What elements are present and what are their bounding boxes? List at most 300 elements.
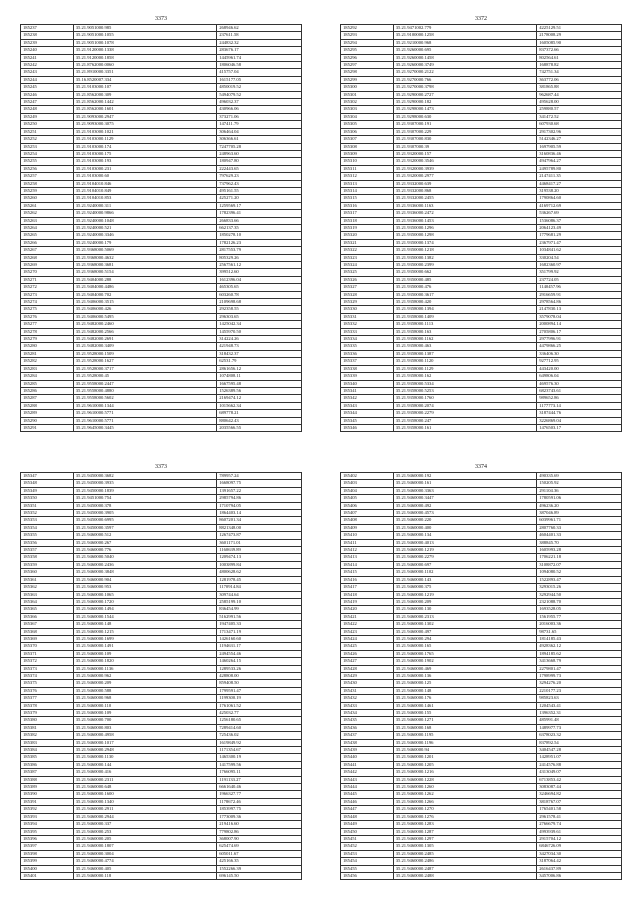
table-row xyxy=(21,232,302,239)
amount-cell: 1780591.06 xyxy=(537,495,622,502)
table-row xyxy=(341,791,622,798)
amount-cell: 3246694.82 xyxy=(537,791,622,798)
table-panel-top-right xyxy=(340,14,622,432)
amount-cell: 1693528.05 xyxy=(537,606,622,613)
table-row xyxy=(341,202,622,209)
code-cell: 35.21.9104010.853 xyxy=(73,195,216,202)
amount-cell: 1667595.48 xyxy=(217,380,302,387)
code-cell: 35.21.9610000.5771 xyxy=(73,410,216,417)
row-id-cell: 185319 xyxy=(341,224,394,231)
row-id-cell: 185243 xyxy=(21,69,74,76)
table-row xyxy=(21,806,302,813)
code-cell: 35.21.9358000.5253 xyxy=(393,387,536,394)
row-id-cell: 185364 xyxy=(21,598,74,605)
amount-cell: 3413668.79 xyxy=(537,658,622,665)
table-row xyxy=(21,113,302,120)
amount-cell: 2035566.55 xyxy=(217,424,302,431)
code-cell: 35.21.9460000.144 xyxy=(73,761,216,768)
code-cell: 35.21.9460000.492 xyxy=(393,502,536,509)
data-table xyxy=(340,472,622,880)
amount-cell: 266833.66 xyxy=(217,217,302,224)
amount-cell: 1177773.14 xyxy=(537,402,622,409)
table-row xyxy=(21,561,302,568)
row-id-cell: 185444 xyxy=(341,784,394,791)
amount-cell: 2109698.68 xyxy=(217,299,302,306)
amount-cell: 2016003.36 xyxy=(537,621,622,628)
row-id-cell: 185326 xyxy=(341,276,394,283)
table-row xyxy=(21,754,302,761)
amount-cell: 2917302.96 xyxy=(537,128,622,135)
row-id-cell: 185347 xyxy=(21,473,74,480)
table-row xyxy=(21,202,302,209)
table-row xyxy=(21,328,302,335)
code-cell: 35.21.9358000.1394 xyxy=(393,306,536,313)
code-cell: 35.21.9460000.2313 xyxy=(393,613,536,620)
table-row xyxy=(21,724,302,731)
amount-cell: 737962.43 xyxy=(217,180,302,187)
amount-cell: 607930.68 xyxy=(537,121,622,128)
amount-cell: 292358.55 xyxy=(217,306,302,313)
amount-cell: 696145.50 xyxy=(217,872,302,879)
row-id-cell: 185238 xyxy=(21,32,74,39)
table-row xyxy=(341,232,622,239)
table-row xyxy=(341,128,622,135)
row-id-cell: 185321 xyxy=(341,239,394,246)
row-id-cell: 185382 xyxy=(21,732,74,739)
code-cell: 35.21.9460000.803 xyxy=(73,724,216,731)
row-id-cell: 185378 xyxy=(21,702,74,709)
row-id-cell: 185433 xyxy=(341,702,394,709)
amount-cell: 1476503.17 xyxy=(537,424,622,431)
amount-cell: 399512.60 xyxy=(217,269,302,276)
code-cell: 35.21.9103000.174 xyxy=(73,143,216,150)
code-cell: 35.21.9460000.1205 xyxy=(393,761,536,768)
amount-cell: 2705806.17 xyxy=(537,328,622,335)
amount-cell: 495628.00 xyxy=(537,99,622,106)
table-row xyxy=(341,561,622,568)
code-cell: 35.21.9358000.161 xyxy=(393,424,536,431)
amount-cell: 283676.17 xyxy=(217,47,302,54)
amount-cell: 1465300.19 xyxy=(217,754,302,761)
amount-cell: 1426160.60 xyxy=(217,635,302,642)
row-id-cell: 185266 xyxy=(21,239,74,246)
row-id-cell: 185371 xyxy=(21,650,74,657)
code-cell: 35.21.9460000.2944 xyxy=(73,813,216,820)
code-cell: 35.21.9460000.1902 xyxy=(393,658,536,665)
row-id-cell: 185332 xyxy=(341,321,394,328)
row-id-cell: 185390 xyxy=(21,791,74,798)
code-cell: 35.21.9460000.118 xyxy=(73,872,216,879)
row-id-cell: 185307 xyxy=(341,136,394,143)
code-cell: 35.21.9406000.3515 xyxy=(73,299,216,306)
row-id-cell: 185324 xyxy=(341,262,394,269)
table-row xyxy=(341,158,622,165)
row-id-cell: 185257 xyxy=(21,173,74,180)
table-row xyxy=(341,424,622,431)
code-cell: 35.21.9350000.476 xyxy=(393,284,536,291)
table-row xyxy=(21,650,302,657)
table-row xyxy=(341,187,622,194)
row-id-cell: 185354 xyxy=(21,524,74,531)
row-id-cell: 185295 xyxy=(341,47,394,54)
row-id-cell: 185252 xyxy=(21,136,74,143)
code-cell: 35.21.9460000.1201 xyxy=(393,754,536,761)
table-row xyxy=(21,39,302,46)
code-cell: 35.21.9558000.4880 xyxy=(73,387,216,394)
amount-cell: 837892.54 xyxy=(537,739,622,746)
table-row xyxy=(21,791,302,798)
table-row xyxy=(341,365,622,372)
code-cell: 35.21.9368000.4632 xyxy=(73,254,216,261)
amount-cell: 465305.65 xyxy=(217,284,302,291)
amount-cell: 2985794.86 xyxy=(217,495,302,502)
code-cell: 35.21.9358000.163 xyxy=(393,328,536,335)
amount-cell: 336406.30 xyxy=(537,350,622,357)
code-cell: 35.21.9406000.5495 xyxy=(73,313,216,320)
table-row xyxy=(341,524,622,531)
table-row xyxy=(341,732,622,739)
row-id-cell: 185298 xyxy=(341,69,394,76)
table-row xyxy=(21,247,302,254)
row-id-cell: 185240 xyxy=(21,47,74,54)
amount-cell: 314224.26 xyxy=(217,336,302,343)
amount-cell: 2169474.12 xyxy=(217,395,302,402)
table-row xyxy=(341,165,622,172)
table-row xyxy=(21,25,302,32)
amount-cell: 373271.06 xyxy=(217,113,302,120)
amount-cell: 2178008.29 xyxy=(537,32,622,39)
amount-cell: 4604401.33 xyxy=(537,532,622,539)
code-cell: 35.21.9460000.94 xyxy=(393,747,536,754)
table-row xyxy=(21,291,302,298)
table-row xyxy=(21,195,302,202)
row-id-cell: 185339 xyxy=(341,373,394,380)
row-id-cell: 185258 xyxy=(21,180,74,187)
code-cell: 35.21.9460000.416 xyxy=(73,769,216,776)
row-id-cell: 185280 xyxy=(21,343,74,350)
table-row xyxy=(341,784,622,791)
table-row xyxy=(341,702,622,709)
row-id-cell: 185330 xyxy=(341,306,394,313)
code-cell: 35.21.9240000.3346 xyxy=(73,232,216,239)
code-cell: 35.21.9104010.849 xyxy=(73,187,216,194)
table-row xyxy=(21,547,302,554)
table-row xyxy=(341,576,622,583)
amount-cell: 2210177.23 xyxy=(537,687,622,694)
row-id-cell: 185395 xyxy=(21,828,74,835)
code-cell: 35.21.9350000.1298 xyxy=(393,232,536,239)
amount-cell: 2494554.46 xyxy=(217,650,302,657)
amount-cell: 1034841.62 xyxy=(537,247,622,254)
amount-cell: 330204.54 xyxy=(537,254,622,261)
amount-cell: 3108872.07 xyxy=(537,561,622,568)
row-id-cell: 185442 xyxy=(341,769,394,776)
code-cell: 35.21.9260000.695 xyxy=(393,47,536,54)
amount-cell: 1552266.39 xyxy=(217,865,302,872)
amount-cell: 2321088.70 xyxy=(537,598,622,605)
table-row xyxy=(341,510,622,517)
table-row xyxy=(341,776,622,783)
code-cell: 35.21.9350000.3617 xyxy=(393,291,536,298)
amount-cell: 2495789.80 xyxy=(537,165,622,172)
code-cell: 35.21.9460000.1720 xyxy=(73,598,216,605)
table-row xyxy=(21,872,302,879)
code-cell: 35.21.9610000.1344 xyxy=(73,402,216,409)
code-cell: 35.21.9320000.157 xyxy=(393,150,536,157)
amount-cell: 5142346.27 xyxy=(537,136,622,143)
table-row xyxy=(341,387,622,394)
amount-cell: 1682360.97 xyxy=(537,262,622,269)
code-cell: 35.21.9460000.2436 xyxy=(73,561,216,568)
amount-cell: 962687.44 xyxy=(537,91,622,98)
table-row xyxy=(341,402,622,409)
code-cell: 35.21.9460000.1494 xyxy=(73,606,216,613)
amount-cell: 485991.48 xyxy=(537,717,622,724)
table-row xyxy=(21,687,302,694)
table-row xyxy=(21,284,302,291)
amount-cell: 6713853.42 xyxy=(537,776,622,783)
code-cell: 35.21.9358000.463 xyxy=(393,343,536,350)
row-id-cell: 185453 xyxy=(341,850,394,857)
table-row xyxy=(21,402,302,409)
amount-cell: 1171354.67 xyxy=(217,747,302,754)
row-id-cell: 185357 xyxy=(21,547,74,554)
row-id-cell: 185352 xyxy=(21,510,74,517)
row-id-cell: 185361 xyxy=(21,576,74,583)
amount-cell: 2978564.86 xyxy=(537,299,622,306)
table-row xyxy=(341,343,622,350)
amount-cell: 237724.05 xyxy=(537,276,622,283)
table-row xyxy=(21,47,302,54)
table-row xyxy=(341,858,622,865)
row-id-cell: 185429 xyxy=(341,672,394,679)
amount-cell: 3187064.42 xyxy=(537,858,622,865)
code-cell: 35.21.9350000.1382 xyxy=(393,254,536,261)
code-cell: 35.21.9358000.2074 xyxy=(393,402,536,409)
row-id-cell: 185405 xyxy=(341,495,394,502)
amount-cell: 2414576.88 xyxy=(537,761,622,768)
table-row xyxy=(21,628,302,635)
code-cell: 35.21.9270000.3798 xyxy=(393,84,536,91)
table-row xyxy=(21,54,302,61)
code-cell: 35.21.9460000.168 xyxy=(393,724,536,731)
amount-cell: 62531.79 xyxy=(217,358,302,365)
table-row xyxy=(341,69,622,76)
row-id-cell: 185386 xyxy=(21,761,74,768)
amount-cell: 1766095.11 xyxy=(217,769,302,776)
amount-cell: 248963.60 xyxy=(217,150,302,157)
code-cell: 35.21.9358000.420 xyxy=(393,299,536,306)
amount-cell: 368007.90 xyxy=(217,835,302,842)
code-cell: 35.21.9460000.110 xyxy=(73,702,216,709)
row-id-cell: 185286 xyxy=(21,387,74,394)
code-cell: 35.21.9240000.1048 xyxy=(73,217,216,224)
amount-cell: 3427034.30 xyxy=(537,850,622,857)
row-id-cell: 185254 xyxy=(21,150,74,157)
table-row xyxy=(341,635,622,642)
amount-cell: 1966327.77 xyxy=(217,791,302,798)
code-cell: 35.21.9240000.521 xyxy=(73,224,216,231)
amount-cell: 1396352.31 xyxy=(537,710,622,717)
table-row xyxy=(341,598,622,605)
code-cell: 35.21.9460000.1219 xyxy=(393,547,536,554)
code-cell: 35.21.9450000.3905 xyxy=(73,510,216,517)
table-row xyxy=(341,865,622,872)
code-cell: 35.21.9482000.3409 xyxy=(73,343,216,350)
amount-cell: 1428951.07 xyxy=(537,754,622,761)
code-cell: 35.21.9460000.2488 xyxy=(393,872,536,879)
table-row xyxy=(21,387,302,394)
amount-cell: 2279801.47 xyxy=(537,665,622,672)
code-cell: 35.21.9093000.3075 xyxy=(73,121,216,128)
code-cell: 35.21.9482000.2691 xyxy=(73,336,216,343)
row-id-cell: 185449 xyxy=(341,821,394,828)
amount-cell: 341472.52 xyxy=(537,113,622,120)
row-id-cell: 185377 xyxy=(21,695,74,702)
row-id-cell: 185246 xyxy=(21,91,74,98)
row-id-cell: 185262 xyxy=(21,210,74,217)
amount-cell: 6823743.61 xyxy=(537,387,622,394)
amount-cell: 1853997.75 xyxy=(217,806,302,813)
amount-cell: 4850019.52 xyxy=(217,84,302,91)
table-row xyxy=(341,843,622,850)
amount-cell: 3294276.20 xyxy=(537,680,622,687)
code-cell: 35.21.9460000.2948 xyxy=(73,747,216,754)
amount-cell: 219416.60 xyxy=(217,821,302,828)
table-row xyxy=(21,321,302,328)
row-id-cell: 185293 xyxy=(341,32,394,39)
amount-cell: 306366.61 xyxy=(217,136,302,143)
row-id-cell: 185406 xyxy=(341,502,394,509)
table-row xyxy=(21,365,302,372)
table-row xyxy=(21,643,302,650)
amount-cell: 1094080.52 xyxy=(537,569,622,576)
table-row xyxy=(341,380,622,387)
table-row xyxy=(341,173,622,180)
amount-cell: 259880.57 xyxy=(537,106,622,113)
code-cell: 35.21.9460000.3363 xyxy=(393,487,536,494)
row-id-cell: 185451 xyxy=(341,835,394,842)
amount-cell: 3083087.44 xyxy=(537,784,622,791)
code-cell: 35.21.9460000.497 xyxy=(393,628,536,635)
table-row xyxy=(341,547,622,554)
row-id-cell: 185343 xyxy=(341,402,394,409)
amount-cell: 1191133.27 xyxy=(217,776,302,783)
code-cell: 35.21.9350000.662 xyxy=(393,269,536,276)
amount-cell: 150205.92 xyxy=(537,480,622,487)
row-id-cell: 185359 xyxy=(21,561,74,568)
code-cell: 35.21.9460000.1699 xyxy=(73,635,216,642)
amount-cell: 2064123.49 xyxy=(537,224,622,231)
row-id-cell: 185450 xyxy=(341,828,394,835)
row-id-cell: 185325 xyxy=(341,269,394,276)
code-cell: 35.21.9460000.176 xyxy=(393,695,536,702)
code-cell: 35.21.9460000.1283 xyxy=(393,821,536,828)
table-row xyxy=(21,99,302,106)
row-id-cell: 185379 xyxy=(21,710,74,717)
table-row xyxy=(21,539,302,546)
row-id-cell: 185447 xyxy=(341,806,394,813)
code-cell: 35.21.9460000.469 xyxy=(393,665,536,672)
code-cell: 35.21.9290000.2727 xyxy=(393,91,536,98)
row-id-cell: 185353 xyxy=(21,517,74,524)
code-cell: 35.21.9051000.1078 xyxy=(73,39,216,46)
code-cell: 35.21.9104010.846 xyxy=(73,180,216,187)
code-cell: 35.21.9610000.5771 xyxy=(73,417,216,424)
amount-cell: 1199300.19 xyxy=(217,695,302,702)
row-id-cell: 185362 xyxy=(21,584,74,591)
amount-cell: 1460264.15 xyxy=(217,658,302,665)
table-row xyxy=(341,358,622,365)
code-cell: 35.21.9482000.2460 xyxy=(73,321,216,328)
row-id-cell: 185320 xyxy=(341,232,394,239)
amount-cell: 4947964.27 xyxy=(537,158,622,165)
table-row xyxy=(341,276,622,283)
table-row xyxy=(21,798,302,805)
amount-cell: 1798999.73 xyxy=(537,672,622,679)
amount-cell: 880642.43 xyxy=(217,417,302,424)
row-id-cell: 185327 xyxy=(341,284,394,291)
row-id-cell: 185413 xyxy=(341,554,394,561)
row-id-cell: 185440 xyxy=(341,754,394,761)
code-cell: 35.21.9358000.162 xyxy=(393,373,536,380)
amount-cell: 837372.66 xyxy=(537,47,622,54)
row-id-cell: 185264 xyxy=(21,224,74,231)
row-id-cell: 185423 xyxy=(341,628,394,635)
amount-cell: 306464.04 xyxy=(217,128,302,135)
code-cell: 35.21.9460000.1195 xyxy=(393,732,536,739)
code-cell: 35.21.8910000.3351 xyxy=(73,69,216,76)
row-id-cell: 185279 xyxy=(21,336,74,343)
code-cell: 35.21.9460000.1102 xyxy=(393,569,536,576)
table-row xyxy=(21,835,302,842)
amount-cell: 536267.69 xyxy=(537,210,622,217)
code-cell: 35.21.9404000.702 xyxy=(73,291,216,298)
amount-cell: 318432.37 xyxy=(217,350,302,357)
code-cell: 35.21.8562000.309 xyxy=(73,91,216,98)
row-id-cell: 185415 xyxy=(341,569,394,576)
row-id-cell: 185437 xyxy=(341,732,394,739)
amount-cell: 1289533.26 xyxy=(217,665,302,672)
table-row xyxy=(21,524,302,531)
code-cell: 35.21.9460000.161 xyxy=(393,480,536,487)
row-id-cell: 185420 xyxy=(341,606,394,613)
amount-cell: 1160639.89 xyxy=(217,547,302,554)
row-id-cell: 185316 xyxy=(341,202,394,209)
code-cell: 35.21.9270000.2122 xyxy=(393,69,536,76)
amount-cell: 3818767.07 xyxy=(537,798,622,805)
code-cell: 35.21.9460000.2487 xyxy=(393,865,536,872)
row-id-cell: 185391 xyxy=(21,798,74,805)
row-id-cell: 185256 xyxy=(21,165,74,172)
code-cell: 35.21.9460000.130 xyxy=(393,606,536,613)
amount-cell: 1178672.46 xyxy=(217,798,302,805)
code-cell: 35.21.9450000.3597 xyxy=(73,524,216,531)
row-id-cell: 185283 xyxy=(21,365,74,372)
code-cell: 35.21.9358000.1129 xyxy=(393,365,536,372)
code-cell: 35.21.9103000.60 xyxy=(73,173,216,180)
amount-cell: 4225129.51 xyxy=(537,25,622,32)
amount-cell: 1765401.58 xyxy=(537,806,622,813)
row-id-cell: 185269 xyxy=(21,262,74,269)
amount-cell: 2766679.74 xyxy=(537,821,622,828)
table-row xyxy=(341,121,622,128)
table-row xyxy=(21,173,302,180)
amount-cell: 1612396.04 xyxy=(217,276,302,283)
table-row xyxy=(21,165,302,172)
amount-cell: 725436.02 xyxy=(217,732,302,739)
code-cell: 35.21.9450000.3682 xyxy=(73,473,216,480)
